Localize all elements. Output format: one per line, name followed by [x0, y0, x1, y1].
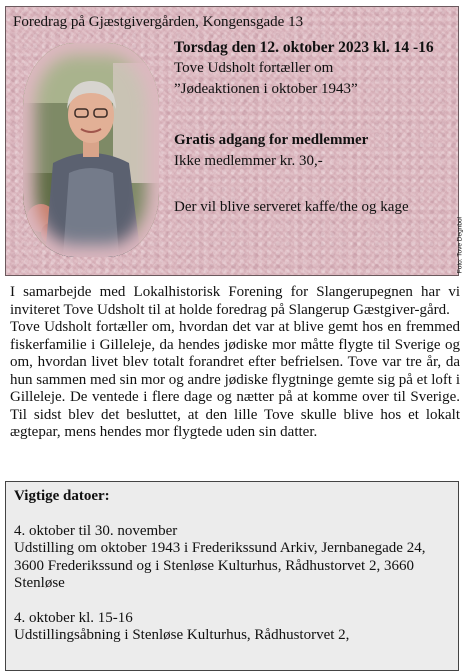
- date-entry: [14, 523, 450, 593]
- speaker-photo: [23, 43, 159, 257]
- event-poster: [5, 6, 463, 276]
- speaker-line: Tove Udsholt fortæller om: [174, 60, 334, 76]
- free-admission-note: Gratis adgang for medlemmer: [174, 132, 369, 148]
- non-member-price: Ikke medlemmer kr. 30,-: [174, 153, 323, 169]
- story-paragraph: Tove Udsholt fortæller om, hvordan det var at blive gemt hos en fremmed fiskerfamilie i Gilleleje, da hendes jødiske mor måtte flygte til Sverige og om, hvordan livet blev totalt forandret efter befrielsen. Tove var tre år, da hun sammen med sin mor og andre jødiske flygtninge gemte sig på et loft i Gilleleje. De ventede i flere dage og nætter på at komme over til Sverige. Til sidst blev det besluttet, at den lille Tove skulle blive hos et lokalt ægtepar, mens hendes mor flygtede uden sin datter.: [10, 319, 460, 440]
- date-entry-what: Udstilling om oktober 1943 i Frederikssund Arkiv, Jernbanegade 24, 3600 Frederikssund og i Stenløse Kulturhus, Rådhustorvet 2, 3660 Stenløse: [14, 540, 426, 591]
- date-entry-what: Udstillingsåbning i Stenløse Kulturhus, Rådhustorvet 2,: [14, 627, 350, 643]
- date-entry-when: 4. oktober kl. 15-16: [14, 609, 133, 626]
- event-info: [174, 37, 434, 218]
- important-dates-box: [5, 481, 459, 671]
- refreshments-note: Der vil blive serveret kaffe/the og kage: [174, 199, 409, 215]
- intro-paragraph: I samarbejde med Lokalhistorisk Forening for Slangerupegnen har vi inviteret Tove Udsholt til at holde foredrag på Slangerup Gæstgiver-gård.: [10, 284, 460, 318]
- article-body: [10, 284, 460, 442]
- date-entry-when: 4. oktober til 30. november: [14, 522, 178, 539]
- talk-topic: ”Jødeaktionen i oktober 1943”: [174, 81, 358, 97]
- event-date-time: Torsdag den 12. oktober 2023 kl. 14 -16: [174, 39, 434, 56]
- photo-credit: Foto: Tove Degnbol: [456, 217, 463, 274]
- date-entry: [14, 610, 450, 645]
- important-dates-title: Vigtige datoer:: [14, 488, 110, 504]
- venue-line: Foredrag på Gjæstgivergården, Kongensgade 13: [13, 14, 304, 30]
